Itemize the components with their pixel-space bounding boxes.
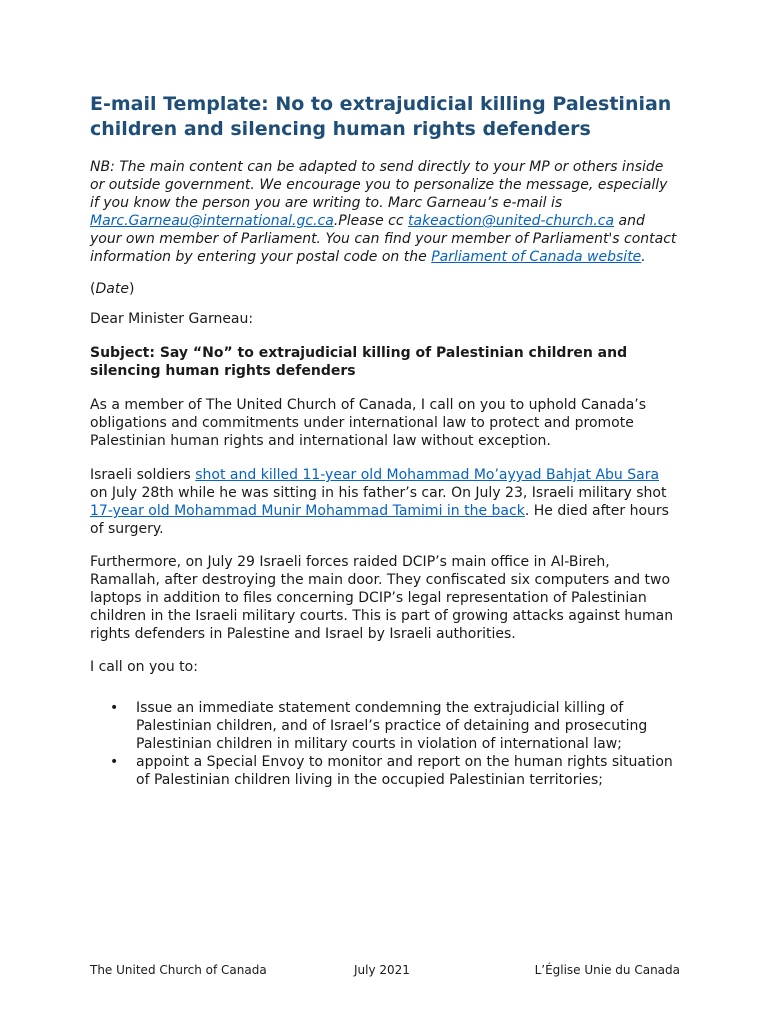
demands-list bbox=[90, 699, 680, 789]
page-footer bbox=[90, 963, 680, 979]
date-placeholder bbox=[90, 280, 680, 298]
note-text-3: and your own member of Parliament. You can find your member of Parliament's contact information by entering your postal code on the bbox=[90, 213, 677, 265]
garneau-email-link[interactable]: Marc.Garneau@international.gc.ca bbox=[90, 213, 334, 229]
document-title: E-mail Template: No to extrajudicial killing Palestinian children and silencing human rights defenders bbox=[90, 93, 672, 140]
list-item bbox=[90, 699, 680, 753]
list-item-text: appoint a Special Envoy to monitor and report on the human rights situation of Palestinian children living in the occupied Palestinian territories; bbox=[136, 754, 673, 788]
footer-left: The United Church of Canada bbox=[90, 963, 267, 977]
note-text-4: . bbox=[641, 249, 646, 265]
footer-center: July 2021 bbox=[354, 963, 410, 977]
incident-text-1: Israeli soldiers bbox=[90, 467, 196, 483]
note-text-1: NB: The main content can be adapted to send directly to your MP or others inside or outside government. We encourage you to personalize the message, especially if you know the person you are writing to. Marc Garneau’s e-mail is bbox=[90, 159, 668, 211]
incident-text-3: . He died after hours of surgery. bbox=[90, 503, 669, 537]
bullet-icon: • bbox=[110, 700, 119, 716]
incident-paragraph bbox=[90, 466, 680, 538]
parliament-website-link[interactable]: Parliament of Canada website bbox=[431, 249, 642, 265]
document-body bbox=[90, 92, 680, 789]
tamimi-article-link[interactable]: 17-year old Mohammad Munir Mohammad Tamimi in the back bbox=[90, 503, 525, 519]
date-word: Date bbox=[95, 281, 129, 297]
bullet-icon: • bbox=[110, 754, 119, 770]
call-intro: I call on you to: bbox=[90, 659, 198, 675]
intro-paragraph: As a member of The United Church of Canada, I call on you to uphold Canada’s obligations and commitments under international law to protect and promote Palestinian human rights and international law without exception. bbox=[90, 397, 647, 449]
salutation: Dear Minister Garneau: bbox=[90, 311, 254, 327]
abu-sara-article-link[interactable]: shot and killed 11-year old Mohammad Mo’ayyad Bahjat Abu Sara bbox=[195, 467, 660, 483]
raid-paragraph: Furthermore, on July 29 Israeli forces raided DCIP’s main office in Al-Bireh, Ramallah, after destroying the main door. They confiscated six computers and two laptops in addition to files concerning DCIP’s legal representation of Palestinian children in the Israeli military courts. This is part of growing attacks against human rights defenders in Palestine and Israel by Israeli authorities. bbox=[90, 554, 674, 642]
date-open-paren: ( bbox=[90, 281, 96, 297]
subject-line: Subject: Say “No” to extrajudicial killing of Palestinian children and silencing human rights defenders bbox=[90, 345, 628, 379]
date-close-paren: ) bbox=[128, 281, 135, 297]
list-item-text: Issue an immediate statement condemning the extrajudicial killing of Palestinian children, and of Israel’s practice of detaining and prosecuting Palestinian children in military courts in violation of international law; bbox=[136, 700, 648, 752]
incident-text-2: on July 28th while he was sitting in his father’s car. On July 23, Israeli military shot bbox=[90, 485, 667, 501]
list-item bbox=[90, 753, 680, 789]
footer-right: L’Église Unie du Canada bbox=[534, 963, 680, 977]
note-text-2: .Please cc bbox=[333, 213, 408, 229]
takeaction-email-link[interactable]: takeaction@united-church.ca bbox=[408, 213, 615, 229]
instructions-note bbox=[90, 158, 680, 266]
